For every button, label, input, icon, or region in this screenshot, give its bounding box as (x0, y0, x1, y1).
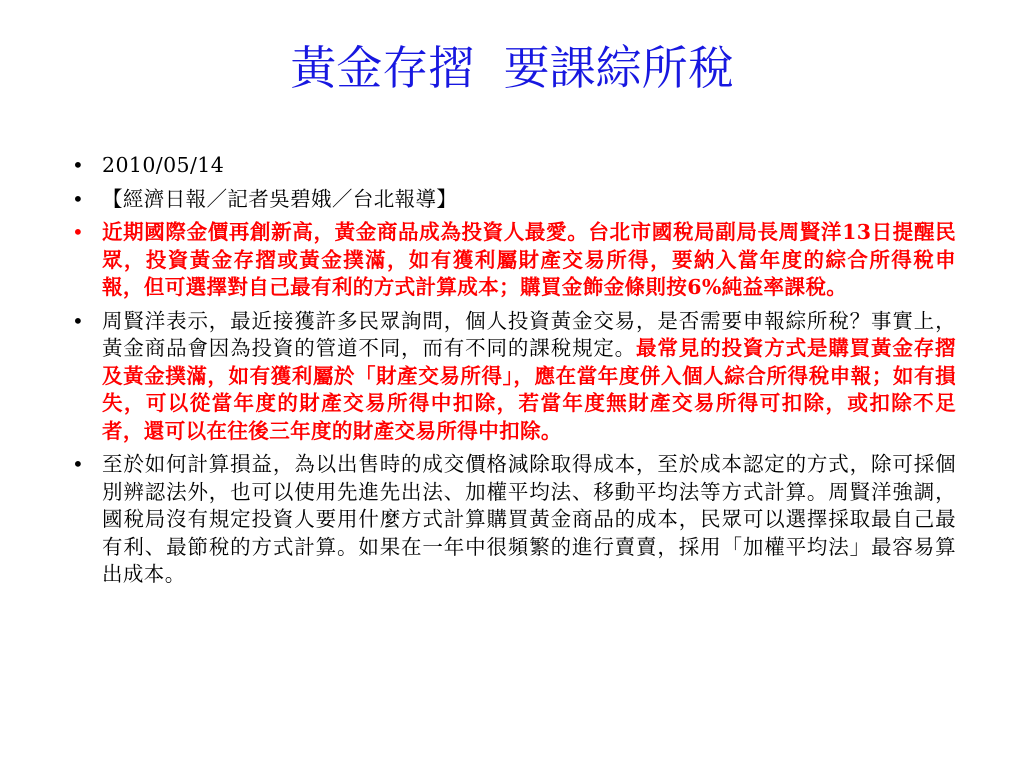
bullet-item (72, 451, 956, 589)
bullet-item (72, 186, 956, 214)
bullet-item (72, 152, 956, 180)
body-text: 2010/05/14 (102, 153, 225, 177)
bullet-marker: • (72, 452, 85, 476)
bullet-item (72, 308, 956, 446)
bullet-item (72, 219, 956, 302)
emphasized-text: 近期國際金價再創新高，黃金商品成為投資人最愛。台北市國稅局副局長周賢洋13日提醒民眾，投資黃金存摺或黃金撲滿，如有獲利屬財產交易所得，要納入當年度的綜合所得稅申報，但可選擇對自己最有利的方式計算成本；購買金飾金條則按6%純益率課稅。 (102, 220, 956, 299)
bullet-marker: • (72, 220, 85, 244)
bullet-marker: • (72, 153, 85, 177)
bullet-list (72, 152, 956, 595)
body-text: 周賢洋表示，最近接獲許多民眾詢問，個人投資黃金交易，是否需要申報綜所稅？事實上，黃金商品會因為投資的管道不同，而有不同的課稅規定。 (102, 308, 956, 360)
bullet-marker: • (72, 308, 85, 333)
body-text: 至於如何計算損益，為以出售時的成交價格減除取得成本，至於成本認定的方式，除可採個別辨認法外，也可以使用先進先出法、加權平均法、移動平均法等方式計算。周賢洋強調，國稅局沒有規定投資人要用什麼方式計算購買黃金商品的成本，民眾可以選擇採取最自己最有利、最節稅的方式計算。如果在一年中很頻繁的進行賣賣，採用「加權平均法」最容易算出成本。 (102, 452, 956, 586)
emphasized-text: 最常見的投資方式是購買黃金存摺及黃金撲滿，如有獲利屬於「財產交易所得」，應在當年度併入個人綜合所得稅申報；如有損失，可以從當年度的財產交易所得中扣除，若當年度無財產交易所得可扣除，或扣除不足者，還可以在往後三年度的財產交易所得中扣除。 (102, 336, 957, 443)
slide-title: 黃金存摺 要課綜所稅 (290, 41, 734, 95)
body-text: 【經濟日報／記者吳碧娥／台北報導】 (102, 186, 458, 211)
bullet-marker: • (72, 186, 85, 211)
